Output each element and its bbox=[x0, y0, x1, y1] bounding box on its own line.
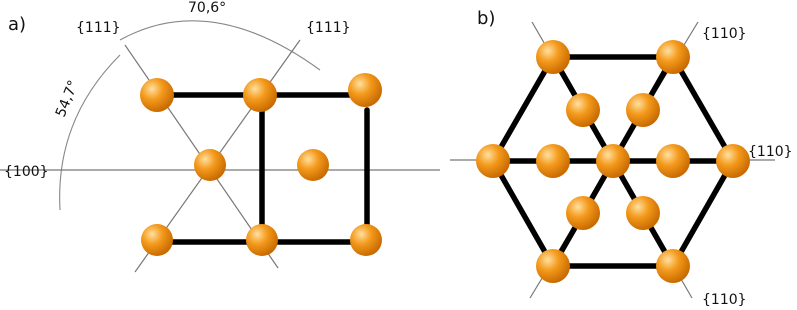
panel-a bbox=[0, 0, 440, 272]
atom bbox=[656, 40, 690, 74]
plane-label-110-bottom: {110} bbox=[702, 292, 747, 308]
angle-arc-top bbox=[120, 21, 320, 70]
bond bbox=[493, 57, 553, 161]
atom bbox=[566, 196, 600, 230]
atom bbox=[297, 149, 329, 181]
atom bbox=[566, 93, 600, 127]
atom bbox=[141, 224, 173, 256]
atom bbox=[194, 149, 226, 181]
bond bbox=[673, 161, 733, 266]
atom bbox=[243, 78, 277, 112]
atom bbox=[476, 144, 510, 178]
plane-label-110-top: {110} bbox=[702, 26, 747, 42]
atom bbox=[348, 73, 382, 107]
atom bbox=[140, 78, 174, 112]
atom bbox=[536, 40, 570, 74]
bond bbox=[673, 57, 733, 161]
atom bbox=[656, 144, 690, 178]
atom bbox=[536, 144, 570, 178]
plane-label-110-right: {110} bbox=[748, 144, 793, 160]
atom bbox=[656, 249, 690, 283]
atom bbox=[626, 93, 660, 127]
angle-label-left: 54,7° bbox=[52, 78, 83, 120]
atom bbox=[626, 196, 660, 230]
plane-label-111-left: {111} bbox=[76, 20, 121, 36]
atom bbox=[716, 144, 750, 178]
axis-label-100: {100} bbox=[4, 164, 49, 180]
panel-b-label: b) bbox=[477, 8, 496, 29]
atom bbox=[246, 224, 278, 256]
panel-a-label: a) bbox=[8, 14, 27, 35]
atom bbox=[596, 144, 630, 178]
plane-label-111-right: {111} bbox=[306, 20, 351, 36]
angle-arc-left bbox=[60, 55, 120, 210]
bond bbox=[493, 161, 553, 266]
atom bbox=[350, 224, 382, 256]
angle-label-top: 70,6° bbox=[188, 0, 227, 16]
panel-b bbox=[450, 8, 793, 308]
atom bbox=[536, 249, 570, 283]
